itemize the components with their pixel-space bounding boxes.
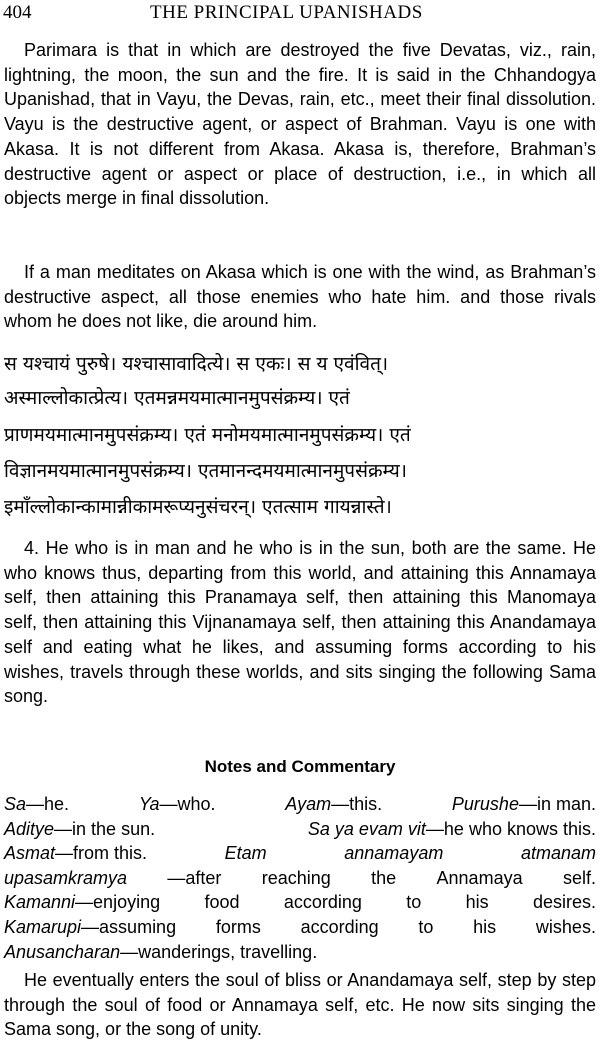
notes-line: Asmat—from this. Etam annamayam atmanam xyxy=(4,843,596,864)
paragraph-parimara: Parimara is that in which are destroyed the five Devatas, viz., rain, lightning, the moon, the sun and the fire. It is said in the Chhandogya Upanishad, that in Vayu, the Devas, rain, etc., meet their final dissolution. Vayu is the destructive agent, or aspect of Brahman. Vayu is one with Akasa. It is not different from Akasa. Akasa is, therefore, Brahman’s destructive agent or aspect or place of destruction, i.e., in which all objects merge in final dissolution. xyxy=(4,40,596,209)
page-header xyxy=(0,0,600,32)
gloss: —he. xyxy=(26,794,70,814)
running-title: THE PRINCIPAL UPANISHADS xyxy=(150,2,423,23)
gloss: —he who knows this. xyxy=(425,818,596,839)
gloss: —from this. xyxy=(55,843,148,864)
sanskrit-term: Aditye xyxy=(4,818,55,839)
sanskrit-term: Sa xyxy=(4,794,27,814)
sanskrit-term: Kamarupi xyxy=(4,916,82,937)
sanskrit-verse-line-3: प्राणमयमात्मानमुपसंक्रम्य। एतं मनोमयमात्मानमुपसंक्रम्य। एतं xyxy=(4,424,411,446)
sanskrit-verse-line-4: विज्ञानमयमात्मानमुपसंक्रम्य। एतमानन्दमयमात्मानमुपसंक्रम्य। xyxy=(4,460,407,482)
notes-line xyxy=(4,817,596,842)
gloss: —in the sun. xyxy=(54,818,156,839)
paragraph-anandamaya: He eventually enters the soul of bliss or Anandamaya self, step by step through the soul of food or Annamaya self, etc. He now sits singing the Sama song, or the song of unity. xyxy=(4,970,596,1040)
sanskrit-term: Ya xyxy=(138,794,160,814)
sanskrit-term: Purushe xyxy=(451,794,519,814)
notes-line: Kamarupi—assuming forms according to his wishes. xyxy=(4,916,596,937)
notes-heading: Notes and Commentary xyxy=(204,757,396,776)
notes-line: upasamkramya —after reaching the Annamaya self. xyxy=(4,867,596,888)
sanskrit-term: Asmat xyxy=(4,843,56,864)
sanskrit-verse-line-2: अस्माल्लोकात्प्रेत्य। एतमन्नमयमात्मानमुपसंक्रम्य। एतं xyxy=(4,387,350,409)
paragraph-verse-translation: 4. He who is in man and he who is in the sun, both are the same. He who knows thus, departing from this world, and attaining this Annamaya self, then attaining this Pranamaya self, then attaining this Manomaya self, then attaining this Vijnanamaya self, then attaining this Anandamaya self and eating what he likes, and assuming forms according to his wishes, travels through these worlds, and sits singing the following Sama song. xyxy=(4,538,596,707)
notes-line xyxy=(4,792,596,817)
gloss: —who. xyxy=(159,794,216,814)
notes-line: Kamanni—enjoying food according to his desires. xyxy=(4,892,596,913)
gloss: —wanderings, travelling. xyxy=(120,941,318,962)
gloss: —this. xyxy=(331,794,383,814)
notes-line xyxy=(4,940,596,965)
sanskrit-verse-line-1: स यश्चायं पुरुषे। यश्चासावादित्ये। स एकः। स य एवंवित्। xyxy=(4,353,389,375)
sanskrit-verse-line-5: इमाँल्लोकान्कामान्नीकामरूप्यनुसंचरन्। एतत्साम गायन्नास्ते। xyxy=(4,496,392,518)
sanskrit-term: Ayam xyxy=(285,794,332,814)
gloss: —in man. xyxy=(518,794,596,814)
page-number: 404 xyxy=(3,2,32,23)
sanskrit-term: Kamanni xyxy=(4,892,76,913)
sanskrit-term: Sa ya evam vit xyxy=(307,818,426,839)
paragraph-akasa-meditation: If a man meditates on Akasa which is one with the wind, as Brahman’s destructive aspect, all those enemies who hate him. and those rivals whom he does not like, die around him. xyxy=(4,262,596,332)
notes-commentary xyxy=(4,792,596,964)
sanskrit-term: Anusancharan xyxy=(4,941,121,962)
